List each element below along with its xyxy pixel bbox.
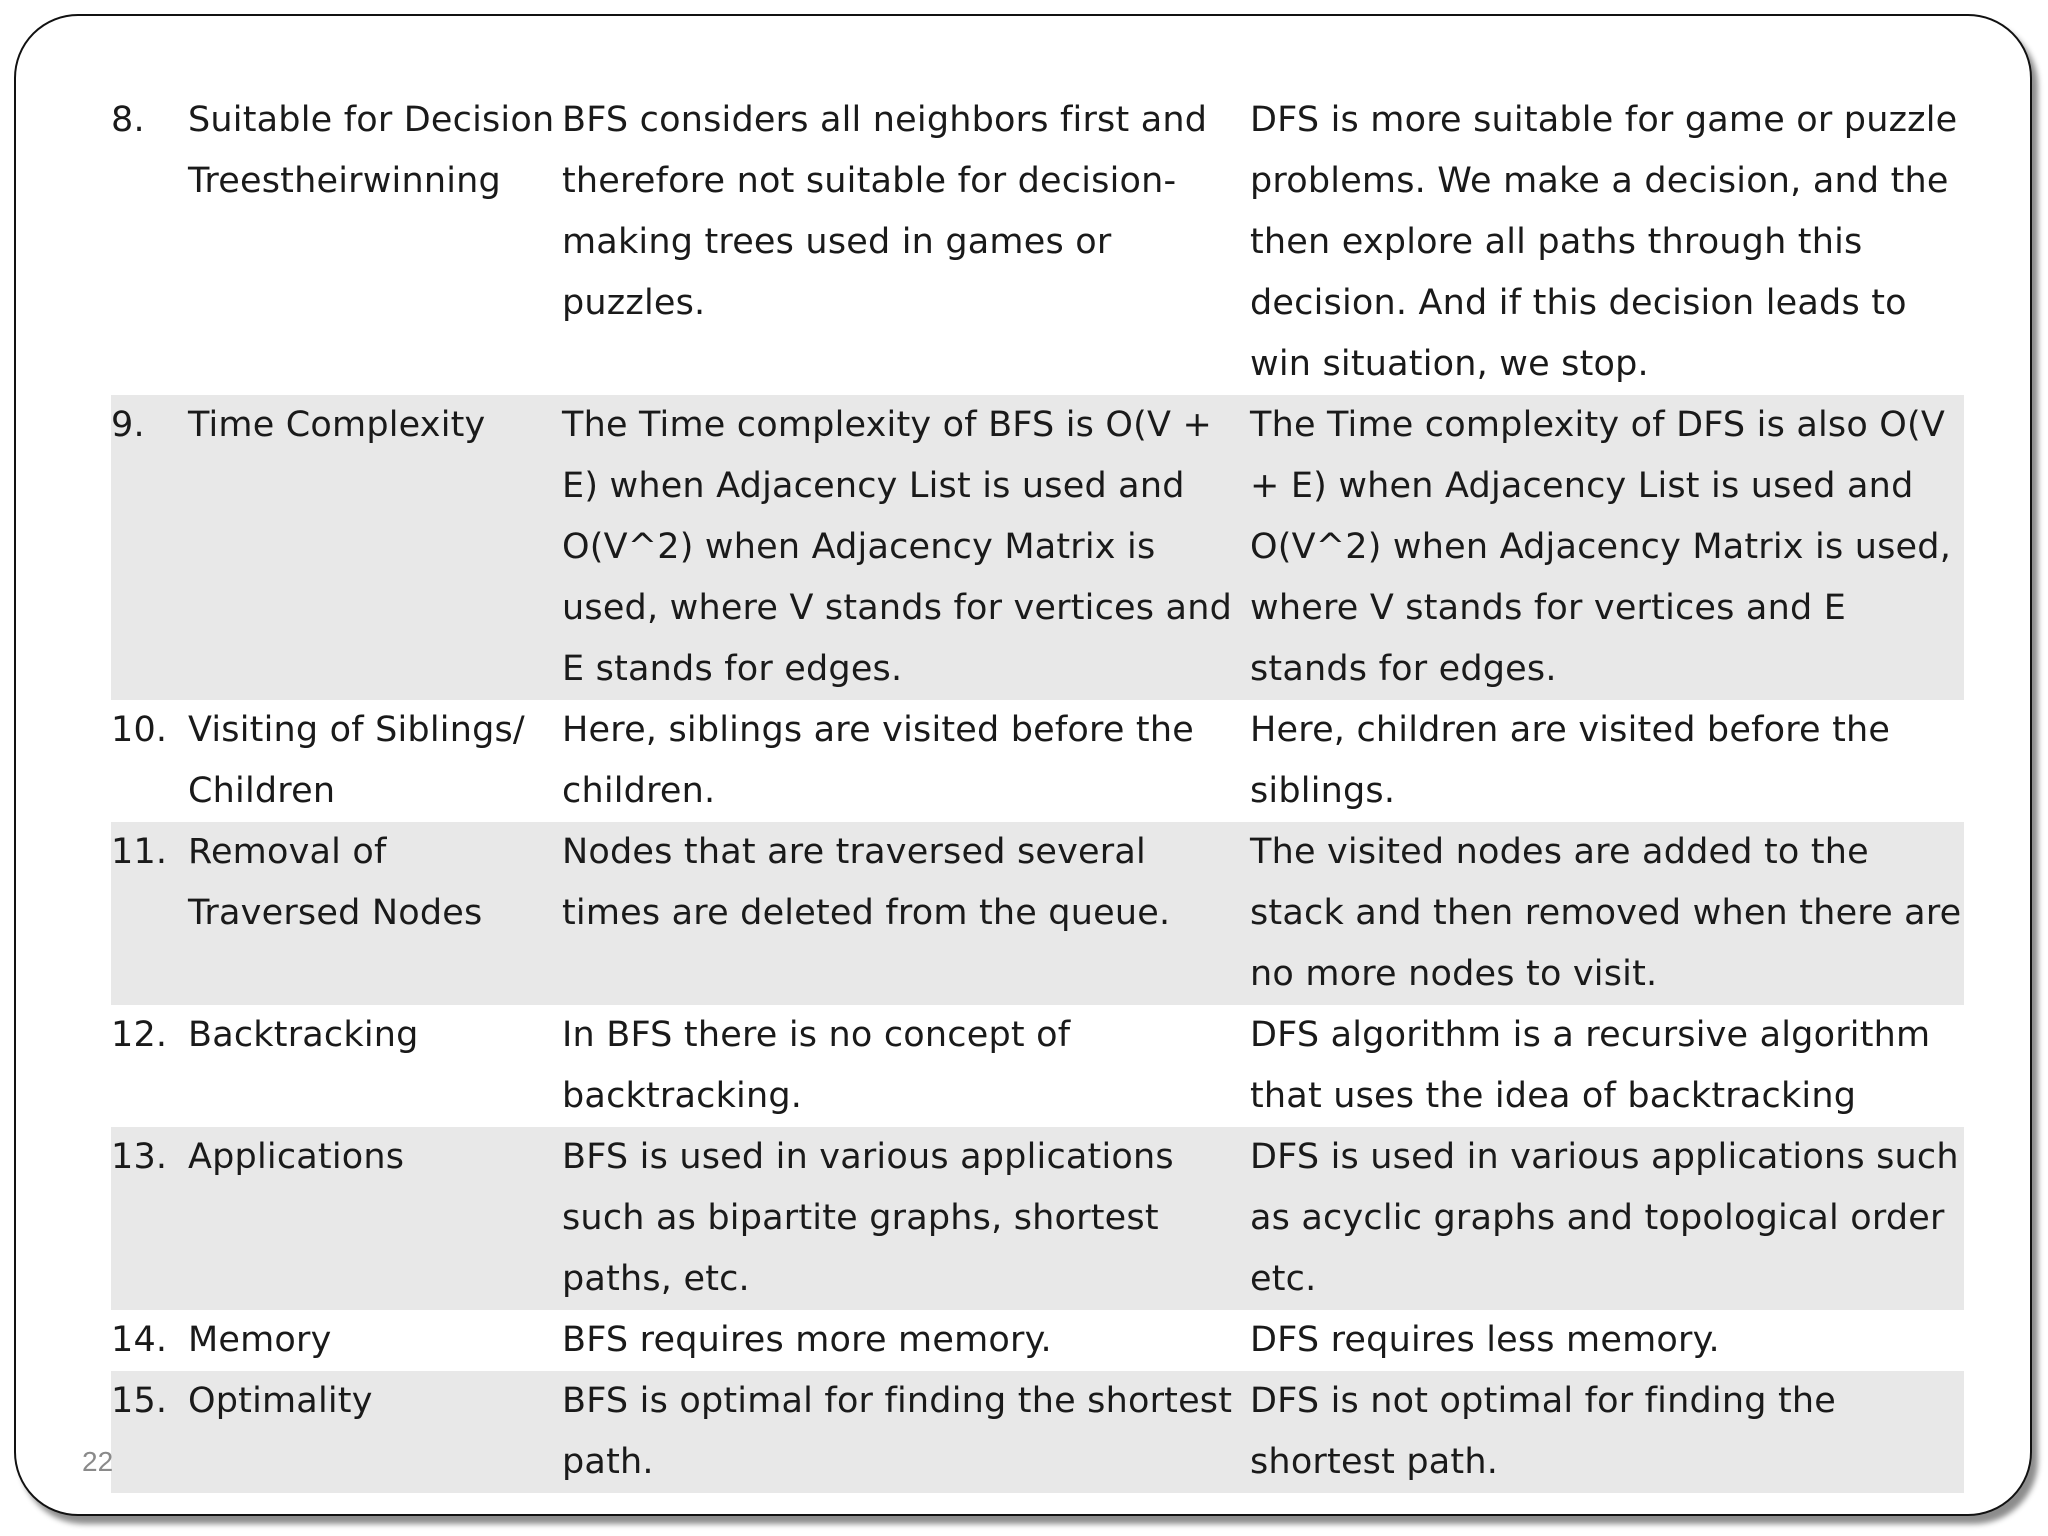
row-number: 9. xyxy=(111,395,188,700)
feature-name: Visiting of Siblings/ Children xyxy=(188,710,525,811)
dfs-description: DFS is more suitable for game or puzzle problems. We make a decision, and the then explore all paths through this decision. And if this decision leads to win situation, we stop. xyxy=(1250,100,1958,384)
dfs-description: Here, children are visited before the siblings. xyxy=(1250,710,1891,811)
feature-name: Memory xyxy=(188,1320,332,1360)
bfs-description: BFS considers all neighbors first and therefore not suitable for decision-making trees used in games or puzzles. xyxy=(562,100,1208,323)
bfs-description: The Time complexity of BFS is O(V + E) when Adjacency List is used and O(V^2) when Adjacency Matrix is used, where V stands for vertices and E stands for edges. xyxy=(562,395,1250,700)
bfs-description: BFS is optimal for finding the shortest path. xyxy=(562,1371,1250,1493)
feature-name: Suitable for Decision Treestheirwinning xyxy=(188,100,555,201)
page-number: 22 xyxy=(82,1446,114,1477)
row-number: 12. xyxy=(111,1015,168,1055)
feature-name: Time Complexity xyxy=(188,395,562,700)
table-row xyxy=(111,1127,1964,1310)
row-number: 8. xyxy=(111,100,145,140)
feature-name: Optimality xyxy=(188,1371,562,1493)
table-row xyxy=(111,700,1964,822)
row-number: 13. xyxy=(111,1127,188,1310)
row-number: 11. xyxy=(111,822,188,1005)
dfs-description: DFS is not optimal for finding the shortest path. xyxy=(1250,1371,1964,1493)
bfs-description: BFS requires more memory. xyxy=(562,1320,1052,1360)
slide-frame xyxy=(14,14,2032,1516)
table-row xyxy=(111,1310,1964,1371)
dfs-description: DFS requires less memory. xyxy=(1250,1320,1720,1360)
row-number: 15. xyxy=(111,1371,188,1493)
table-row xyxy=(111,90,1964,395)
comparison-table-container xyxy=(111,90,1964,1493)
table-row xyxy=(111,1371,1964,1493)
bfs-description: Here, siblings are visited before the children. xyxy=(562,710,1194,811)
feature-name: Backtracking xyxy=(188,1015,419,1055)
feature-name: Applications xyxy=(188,1127,562,1310)
row-number: 14. xyxy=(111,1320,168,1360)
table-row xyxy=(111,1005,1964,1127)
bfs-description: Nodes that are traversed several times are deleted from the queue. xyxy=(562,822,1250,1005)
feature-name: Removal of Traversed Nodes xyxy=(188,822,562,1005)
bfs-dfs-comparison-table xyxy=(111,90,1964,1493)
row-number: 10. xyxy=(111,710,168,750)
dfs-description: The Time complexity of DFS is also O(V + E) when Adjacency List is used and O(V^2) when Adjacency Matrix is used, where V stands for vertices and E stands for edges. xyxy=(1250,395,1964,700)
bfs-description: BFS is used in various applications such as bipartite graphs, shortest paths, etc. xyxy=(562,1127,1250,1310)
bfs-description: In BFS there is no concept of backtracking. xyxy=(562,1015,1071,1116)
table-row xyxy=(111,822,1964,1005)
table-row xyxy=(111,395,1964,700)
dfs-description: DFS algorithm is a recursive algorithm that uses the idea of backtracking xyxy=(1250,1015,1931,1116)
dfs-description: The visited nodes are added to the stack and then removed when there are no more nodes to visit. xyxy=(1250,822,1964,1005)
dfs-description: DFS is used in various applications such as acyclic graphs and topological order etc. xyxy=(1250,1127,1964,1310)
